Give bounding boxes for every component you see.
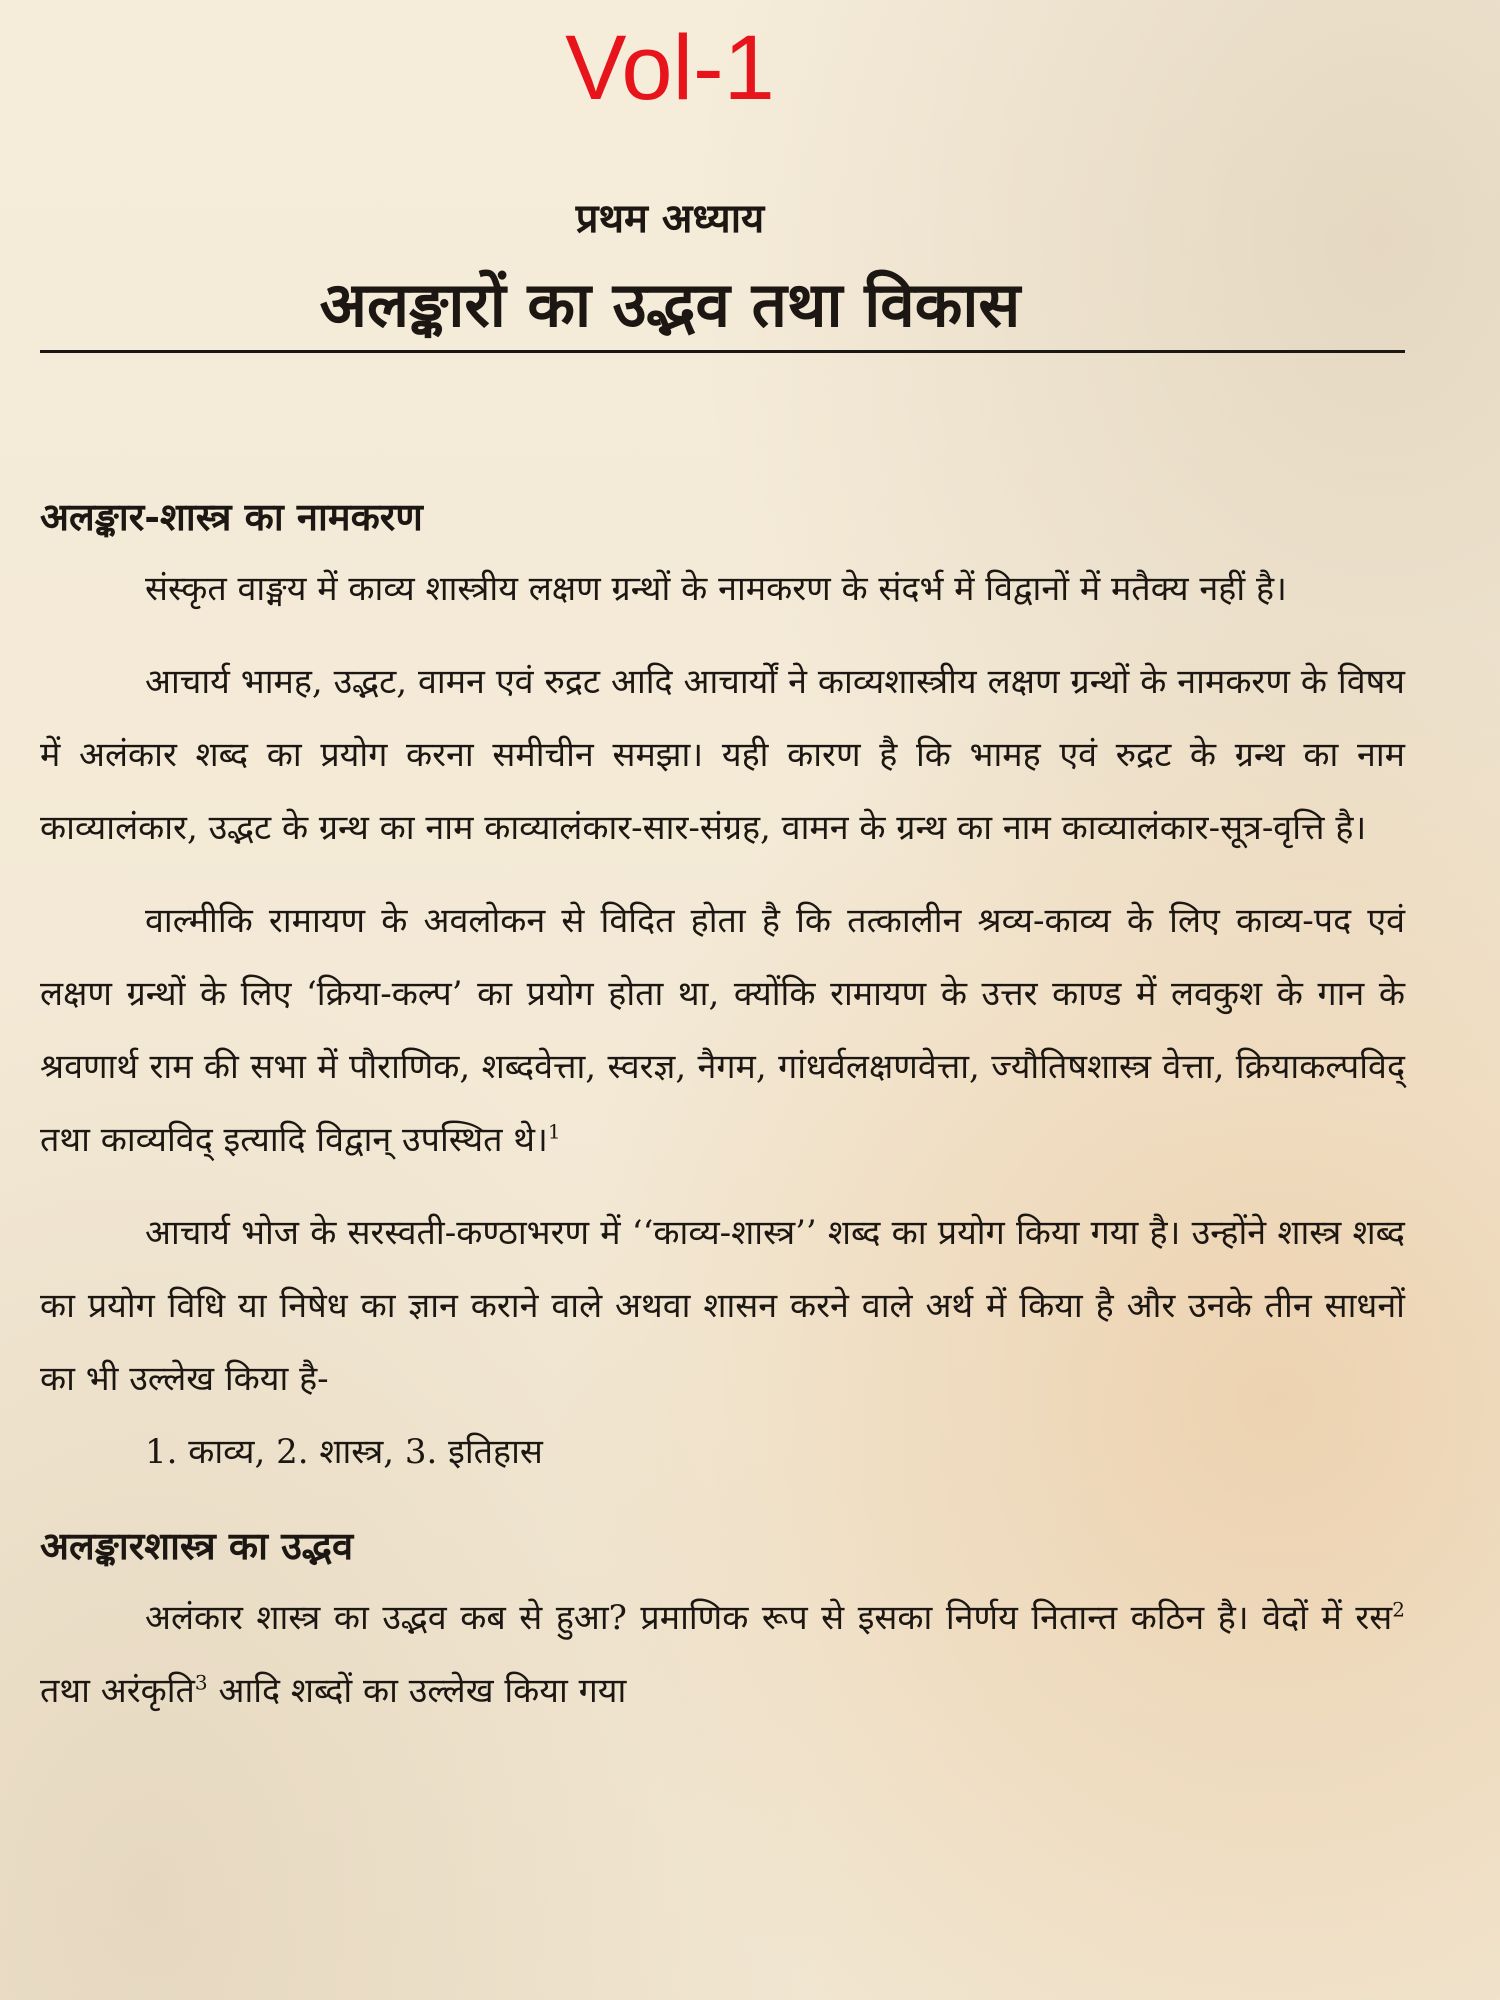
paragraph-text: तथा अरंकृति: [40, 1671, 195, 1711]
paragraph-text: अलंकार शास्त्र का उद्भव कब से हुआ? प्रमाणिक रूप से इसका निर्णय नितान्त कठिन है। वेदों में रस: [145, 1598, 1393, 1638]
section-heading-origin: अलङ्कारशास्त्र का उद्भव: [40, 1523, 354, 1568]
section-heading-naming: अलङ्कार-शास्त्र का नामकरण: [40, 494, 423, 539]
footnote-marker: 1: [547, 1119, 561, 1144]
page-body: [40, 480, 1405, 1748]
footnote-marker: 2: [1392, 1597, 1405, 1622]
paragraph: संस्कृत वाङ्मय में काव्य शास्त्रीय लक्षण ग्रन्थों के नामकरण के संदर्भ में विद्वानों में मतैक्य नहीं है।: [145, 569, 1287, 609]
chapter-number: प्रथम अध्याय: [575, 195, 765, 242]
paragraph: आचार्य भामह, उद्भट, वामन एवं रुद्रट आदि आचार्यों ने काव्यशास्त्रीय लक्षण ग्रन्थों के नामकरण के विषय में अलंकार शब्द का प्रयोग करना समीचीन समझा। यही कारण है कि भामह एवं रुद्रट के ग्रन्थ का नाम काव्यालंकार, उद्भट के ग्रन्थ का नाम काव्यालंकार-सार-संग्रह, वामन के ग्रन्थ का नाम काव्यालंकार-सूत्र-वृत्ति है।: [40, 662, 1405, 848]
title-underline: [40, 350, 1405, 353]
footnote-marker: 3: [194, 1670, 208, 1695]
paragraph: आचार्य भोज के सरस्वती-कण्ठाभरण में ‘‘काव्य-शास्त्र’’ शब्द का प्रयोग किया गया है। उन्होंने शास्त्र शब्द का प्रयोग विधि या निषेध का ज्ञान कराने वाले अथवा शासन करने वाले अर्थ में किया है और उनके तीन साधनों का भी उल्लेख किया है-: [40, 1213, 1405, 1399]
paragraph-text: वाल्मीकि रामायण के अवलोकन से विदित होता है कि तत्कालीन श्रव्य-काव्य के लिए काव्य-पद एवं लक्षण ग्रन्थों के लिए ‘क्रिया-कल्प’ का प्रयोग होता था, क्योंकि रामायण के उत्तर काण्ड में लवकुश के गान के श्रवणार्थ राम की सभा में पौराणिक, शब्दवेत्ता, स्वरज्ञ, नैगम, गांधर्वलक्षणवेत्ता, ज्यौतिषशास्त्र वेत्ता, क्रियाकल्पविद् तथा काव्यविद् इत्यादि विद्वान् उपस्थित थे।: [40, 901, 1405, 1160]
paragraph: [40, 885, 1405, 1177]
list-line: 1. काव्य, 2. शास्त्र, 3. इतिहास: [145, 1432, 543, 1472]
paragraph: [40, 1582, 1405, 1728]
paragraph-text: आदि शब्दों का उल्लेख किया गया: [207, 1671, 627, 1711]
chapter-title: अलङ्कारों का उद्भव तथा विकास: [319, 268, 1021, 341]
volume-label: Vol-1: [565, 17, 775, 119]
